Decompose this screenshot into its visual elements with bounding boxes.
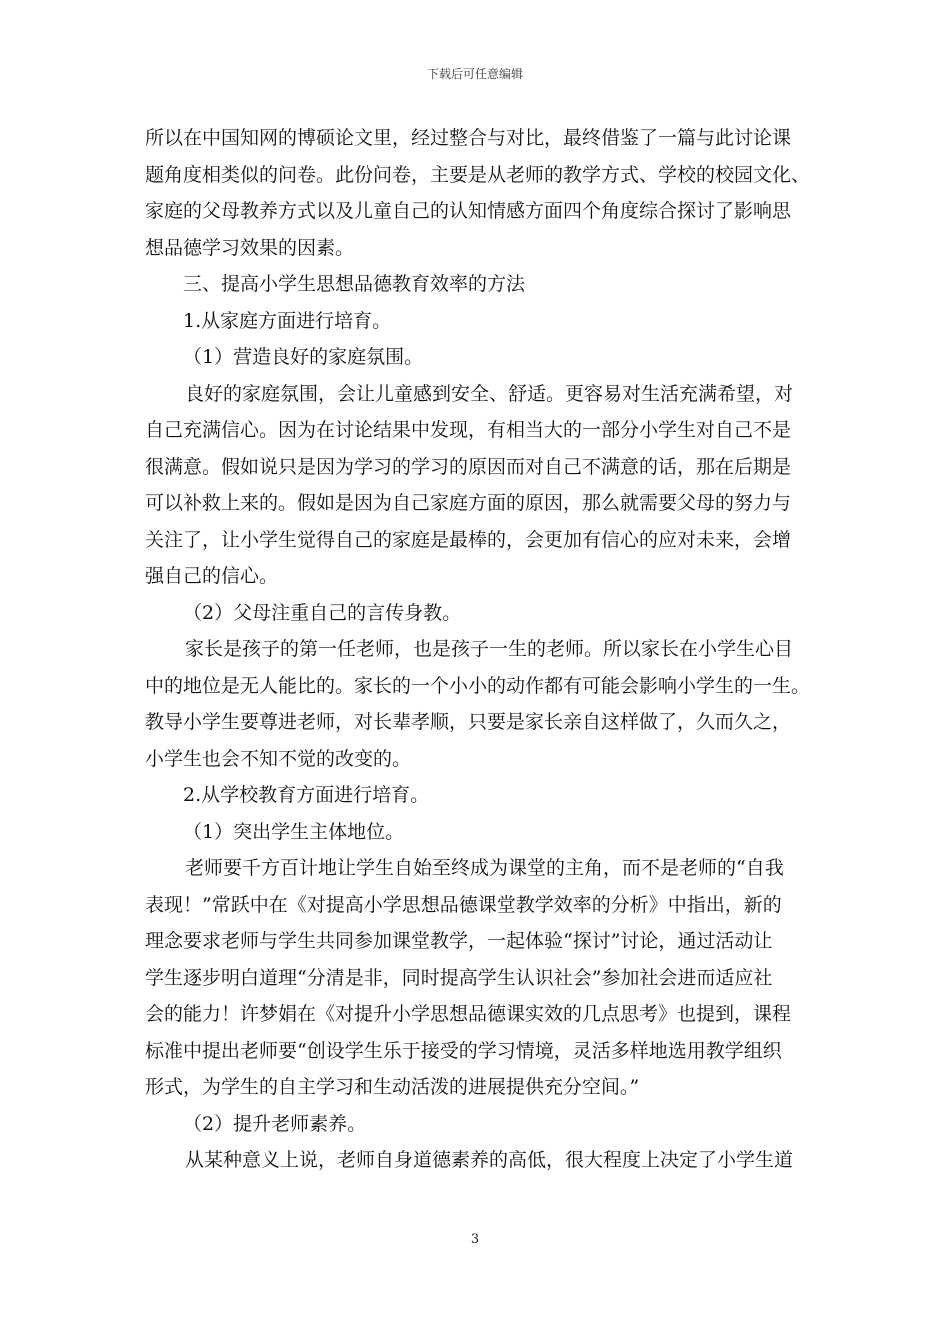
body-line: 形式，为学生的自主学习和生动活泼的进展提供充分空间。” [145, 1076, 640, 1098]
body-line: 老师要千方百计地让学生自始至终成为课堂的主角，而不是老师的“自我 [185, 857, 784, 879]
subsection-heading: 1.从家庭方面进行培育。 [183, 309, 392, 332]
section-heading: 三、提高小学生思想品德教育效率的方法 [183, 273, 526, 295]
item-heading: （1）营造良好的家庭氛围。 [183, 346, 424, 368]
document-body [145, 120, 825, 1179]
subsection-heading: 2.从学校教育方面进行培育。 [183, 784, 430, 806]
body-line: 中的地位是无人能比的。家长的一个小小的动作都有可能会影响小学生的一生。 [145, 674, 811, 697]
body-line: 理念要求老师与学生共同参加课堂教学，一起体验“探讨”讨论，通过活动让 [145, 930, 773, 952]
body-line: 很满意。假如说只是因为学习的学习的原因而对自己不满意的话，那在后期是 [145, 455, 792, 478]
body-line: 教导小学生要尊进老师，对长辈孝顺，只要是家长亲自这样做了，久而久之， [145, 711, 792, 733]
item-heading: （2）提升老师素养。 [183, 1112, 367, 1135]
body-line: 自己充满信心。因为在讨论结果中发现，有相当大的一部分小学生对自己不是 [145, 419, 792, 441]
item-heading: （1）突出学生主体地位。 [183, 820, 405, 843]
body-line: 表现！”常跃中在《对提高小学思想品德课堂教学效率的分析》中指出，新的 [145, 893, 782, 916]
body-line: 标准中提出老师要“创设学生乐于接受的学习情境，灵活多样地选用教学组织 [145, 1039, 782, 1062]
page-header: 下载后可任意编辑 [426, 67, 523, 81]
body-line: 家长是孩子的第一任老师，也是孩子一生的老师。所以家长在小学生心目 [185, 638, 794, 660]
body-line: 强自己的信心。 [145, 565, 279, 587]
body-line: 学生逐步明白道理“分清是非，同时提高学生认识社会”参加社会进而适应社 [145, 966, 773, 989]
body-line: 从某种意义上说，老师自身道德素养的高低，很大程度上决定了小学生道 [185, 1149, 794, 1171]
body-line: 良好的家庭氛围，会让儿童感到安全、舒适。更容易对生活充满希望，对 [185, 382, 794, 405]
body-line: 关注了，让小学生觉得自己的家庭是最棒的，会更加有信心的应对未来，会增 [145, 528, 792, 551]
body-line: 会的能力！许梦娟在《对提升小学思想品德课实效的几点思考》也提到，课程 [145, 1003, 792, 1025]
body-line: 题角度相类似的问卷。此份问卷，主要是从老师的教学方式、学校的校园文化、 [145, 163, 811, 186]
body-line: 想品德学习效果的因素。 [145, 236, 355, 259]
body-line: 家庭的父母教养方式以及儿童自己的认知情感方面四个角度综合探讨了影响思 [145, 200, 792, 222]
body-line: 小学生也会不知不觉的改变的。 [145, 747, 412, 770]
body-line: 可以补救上来的。假如是因为自己家庭方面的原因，那么就需要父母的努力与 [145, 492, 792, 514]
body-line: 所以在中国知网的博硕论文里，经过整合与对比，最终借鉴了一篇与此讨论课 [145, 127, 792, 149]
item-heading: （2）父母注重自己的言传身教。 [183, 601, 462, 624]
page-number: 3 [470, 1232, 480, 1247]
